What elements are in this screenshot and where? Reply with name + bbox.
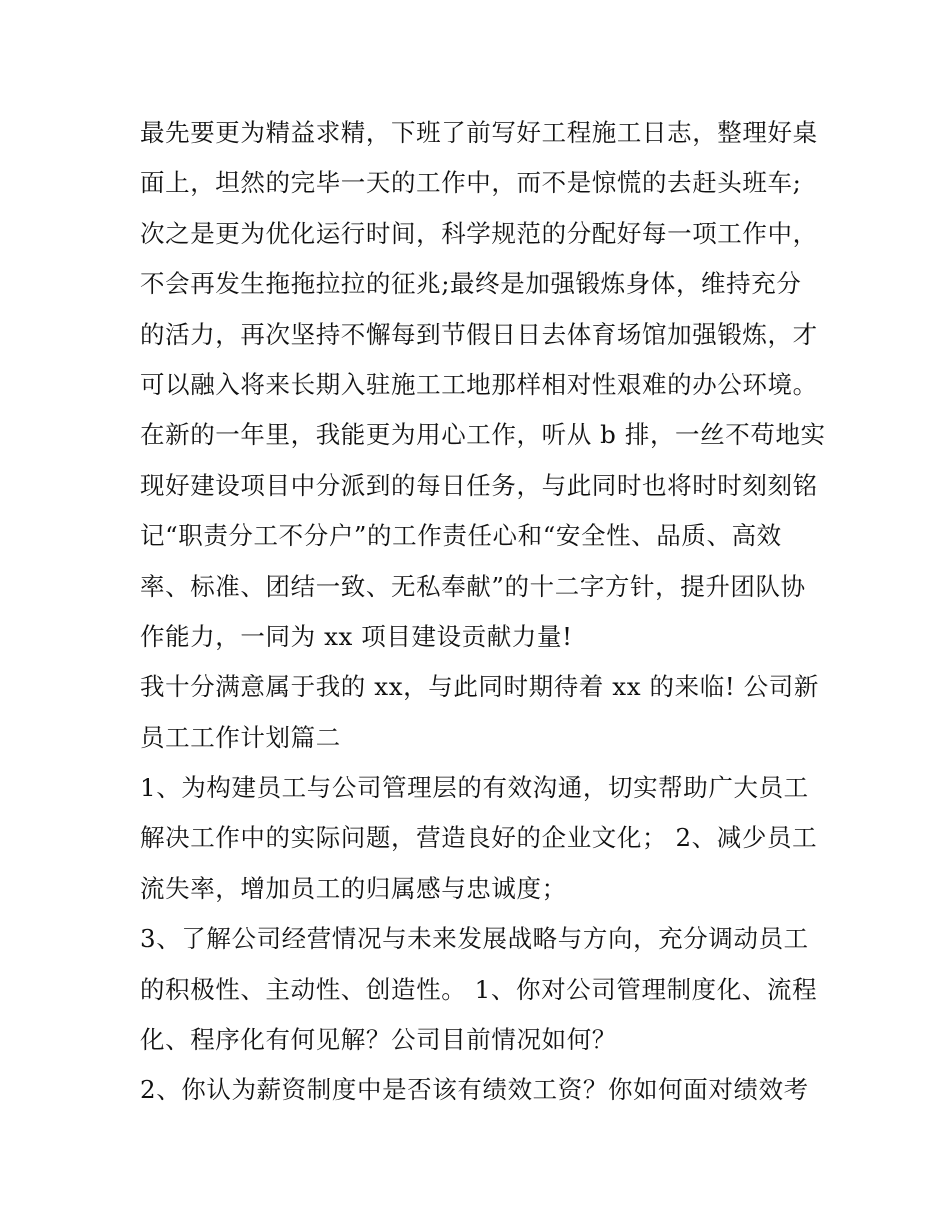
text-line: 现好建设项目中分派到的每日任务，与此同时也将时时刻刻铭 <box>140 470 818 500</box>
text-line: 率、标准、团结一致、无私奉献”的十二字方针，提升团队协 <box>140 571 806 601</box>
text-line: 不会再发生拖拖拉拉的征兆;最终是加强锻炼身体，维持充分 <box>140 269 802 299</box>
text-line: 的积极性、主动性、创造性。 1、你对公司管理制度化、流程 <box>140 974 818 1004</box>
section-title-line: 员工工作计划篇二 <box>140 722 341 752</box>
document-body <box>140 108 826 1116</box>
text-line: 流失率，增加员工的归属感与忠诚度； <box>140 873 567 903</box>
text-line: 最先要更为精益求精，下班了前写好工程施工日志，整理好桌 <box>140 118 818 147</box>
text-line: 解决工作中的实际问题，营造良好的企业文化； 2、减少员工 <box>140 823 818 853</box>
text-line: 化、程序化有何见解？公司目前情况如何？ <box>140 1025 617 1055</box>
text-line: 可以融入将来长期入驻施工工地那样相对性艰难的办公环境。 <box>140 369 818 399</box>
text-line: 次之是更为优化运行时间，科学规范的分配好每一项工作中， <box>140 218 818 248</box>
text-line: 在新的一年里，我能更为用心工作，听从 b 排，一丝不苟地实 <box>140 420 826 450</box>
text-line: 2、你认为薪资制度中是否该有绩效工资？你如何面对绩效考 <box>140 1075 809 1105</box>
text-line: 我十分满意属于我的 xx，与此同时期待着 xx 的来临! 公司新 <box>140 672 819 702</box>
text-line: 1、为构建员工与公司管理层的有效沟通，切实帮助广大员工 <box>140 773 809 803</box>
text-line: 的活力，再次坚持不懈每到节假日日去体育场馆加强锻炼，才 <box>140 319 818 349</box>
text-line: 面上，坦然的完毕一天的工作中，而不是惊慌的去赶头班车; <box>140 168 802 198</box>
text-line: 作能力，一同为 xx 项目建设贡献力量! <box>140 621 573 651</box>
text-line: 3、了解公司经营情况与未来发展战略与方向，充分调动员工 <box>140 924 809 954</box>
text-line: 记“职责分工不分户”的工作责任心和“安全性、品质、高效 <box>140 521 782 551</box>
